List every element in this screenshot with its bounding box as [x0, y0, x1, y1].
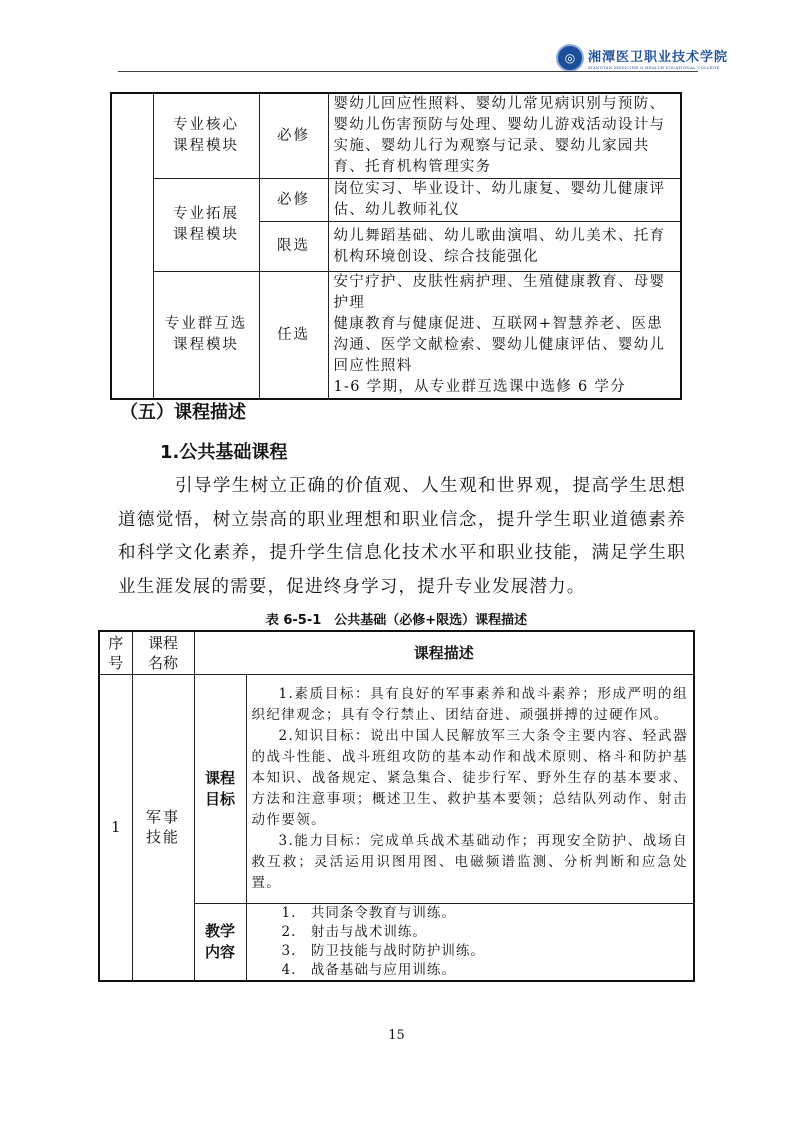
body-paragraph: 引导学生树立正确的价值观、人生观和世界观，提高学生思想道德觉悟，树立崇高的职业理想和职业信念，提升学生职业道德素养和科学文化素养，提升学生信息化技术水平和职业技能，满足学生职业生涯发展的需要，促进终身学习，提升专业发展潜力。 [118, 476, 686, 597]
logo-emblem-icon: ◎ [556, 44, 584, 72]
header-desc: 课程描述 [194, 631, 694, 674]
goal-label: 课程 目标 [194, 674, 246, 903]
table-caption: 表 6-5-1 公共基础（必修+限选）课程描述 [265, 613, 528, 628]
section-heading: （五）课程描述 [120, 402, 246, 423]
module-cell: 专业拓展 课程模块 [153, 179, 259, 272]
header-no: 序 号 [99, 631, 132, 674]
row-name: 军事 技能 [132, 674, 194, 981]
logo-name-en: XIANGTAN MEDICINE & HEALTH VOCATIONAL COLLEGE [588, 65, 720, 70]
teaching-content: 1. 共同条令教育与训练。 2. 射击与战术训练。 3. 防卫技能与战时防护训练。 4. 战备基础与应用训练。 [246, 903, 694, 981]
module-cell: 专业群互选 课程模块 [153, 272, 259, 400]
content-cell: 安宁疗护、皮肤性病护理、生殖健康教育、母婴护理 健康教育与健康促进、互联网+智慧养老、医患沟通、医学文献检索、婴幼儿健康评估、婴幼儿回应性照料 1-6 学期，从专业群互选课中选修 6 学分 [328, 272, 681, 400]
course-module-table [110, 92, 682, 400]
header-name: 课程 名称 [132, 631, 194, 674]
type-cell: 必修 [259, 179, 328, 222]
page-number: 15 [388, 1028, 405, 1043]
type-cell: 任选 [259, 272, 328, 400]
content-cell: 幼儿舞蹈基础、幼儿歌曲演唱、幼儿美术、托育机构环境创设、综合技能强化 [328, 222, 681, 272]
type-cell: 限选 [259, 222, 328, 272]
course-description-table [98, 630, 695, 982]
content-cell: 婴幼儿回应性照料、婴幼儿常见病识别与预防、婴幼儿伤害预防与处理、婴幼儿游戏活动设计与实施、婴幼儿行为观察与记录、婴幼儿家园共育、托育机构管理实务 [328, 93, 681, 179]
logo-name-cn: 湘潭医卫职业技术学院 [588, 50, 729, 65]
header-rule [118, 71, 698, 72]
content-cell: 岗位实习、毕业设计、幼儿康复、婴幼儿健康评估、幼儿教师礼仪 [328, 179, 681, 222]
content-label: 教学 内容 [194, 903, 246, 981]
goal-content: 1.素质目标：具有良好的军事素养和战斗素养；形成严明的组织纪律观念；具有令行禁止、团结奋进、顽强拼搏的过硬作风。 2.知识目标：说出中国人民解放军三大条令主要内容、轻武器的战斗性能、战斗班组攻防的基本动作和战术原则、格斗和防护基本知识、战备规定、紧急集合、徒步行军、野外生存的基本要求、方法和注意事项；概述卫生、救护基本要领；总结队列动作、射击动作要领。 3.能力目标：完成单兵战术基础动作；再现安全防护、战场自救互救；灵活运用识图用图、电磁频谱监测、分析判断和应急处置。 [246, 674, 694, 903]
row-no: 1 [99, 674, 132, 981]
type-cell: 必修 [259, 93, 328, 179]
college-logo [556, 44, 728, 72]
module-cell: 专业核心 课程模块 [153, 93, 259, 179]
subsection-heading: 1.公共基础课程 [160, 442, 288, 463]
category-cell [111, 93, 153, 399]
